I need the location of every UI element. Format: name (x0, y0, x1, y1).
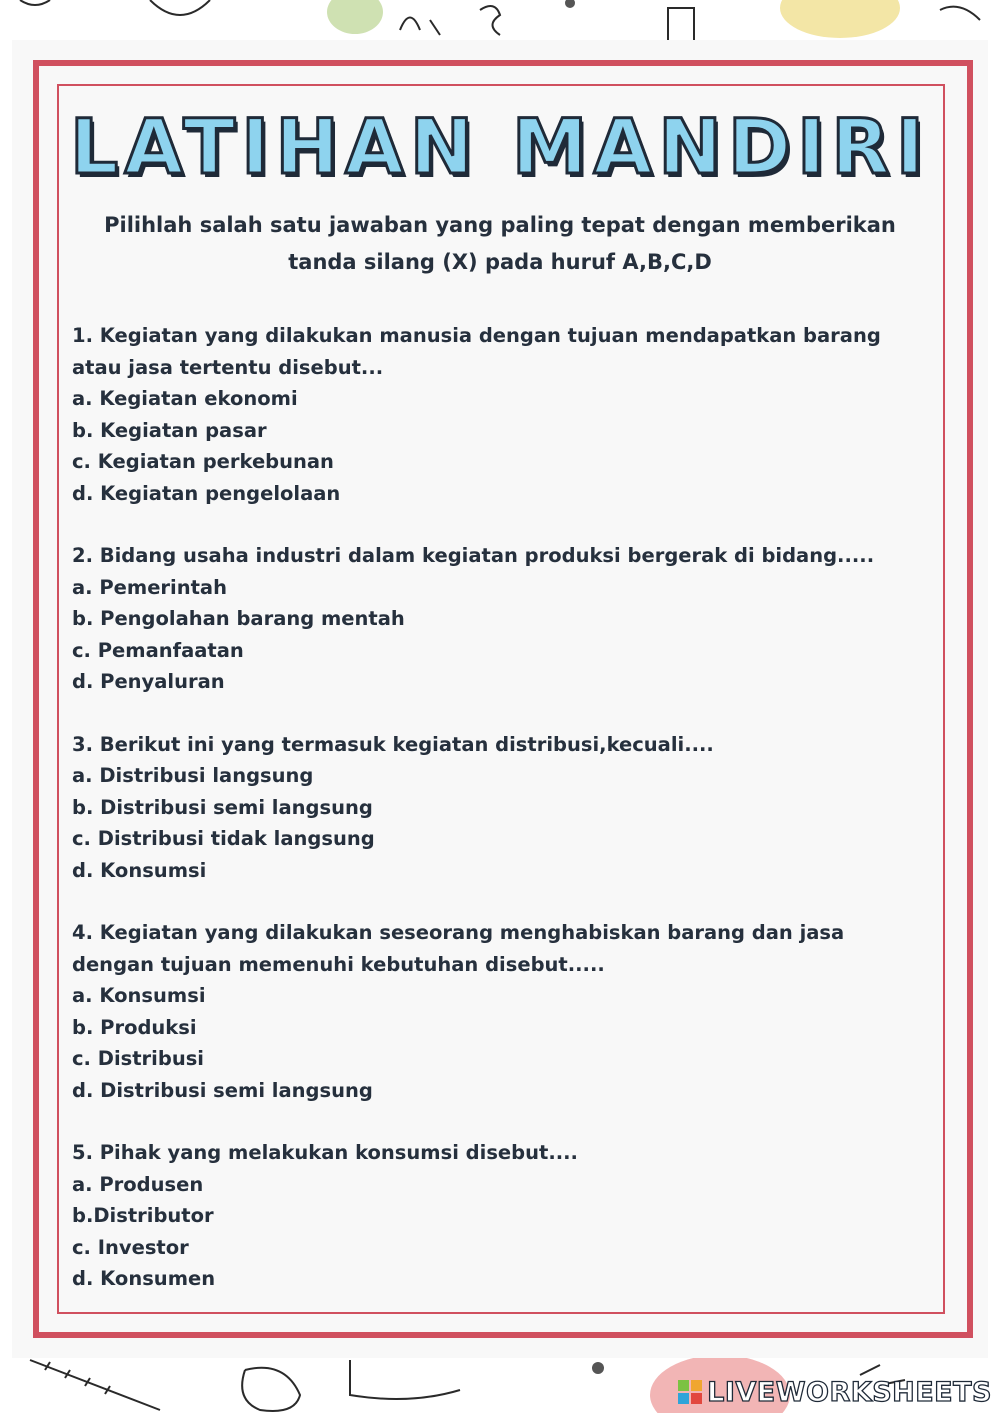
answer-option[interactable]: d. Kegiatan pengelolaan (72, 481, 341, 505)
doodle-mouth (150, 0, 210, 15)
liveworksheets-logo-icon (677, 1379, 703, 1405)
question-4 (72, 917, 892, 1106)
liveworksheets-footer[interactable] (677, 1373, 992, 1411)
question-1 (72, 320, 892, 509)
answer-option[interactable]: a. Pemerintah (72, 575, 227, 599)
answer-option[interactable]: b. Pengolahan barang mentah (72, 607, 405, 630)
answer-option[interactable]: a. Distribusi langsung (72, 764, 314, 787)
doodle-dot-top (565, 0, 575, 8)
doodle-top-left (20, 0, 50, 5)
question-text: dengan tujuan memenuhi kebutuhan disebut..... (72, 952, 605, 976)
answer-option[interactable]: b. Distribusi semi langsung (72, 795, 373, 819)
answer-option[interactable]: b. Kegiatan pasar (72, 418, 267, 442)
doodle-leaf (327, 0, 383, 34)
liveworksheets-brand: LIVEWORKSHEETS (707, 1376, 992, 1408)
answer-option[interactable]: a. Konsumsi (72, 984, 206, 1007)
doodle-ruler-top (668, 8, 694, 44)
worksheet-title: LATIHAN MANDIRI (69, 102, 931, 191)
doodle-lemon-top (780, 0, 900, 38)
answer-option[interactable]: c. Distribusi (72, 1047, 204, 1070)
instruction-text: Pilihlah salah satu jawaban yang paling tepat dengan memberikan tanda silang (X) pada huruf A,B,C,D (104, 213, 896, 274)
question-text: atau jasa tertentu disebut... (72, 355, 384, 379)
answer-option[interactable]: c. Distribusi tidak langsung (72, 827, 375, 850)
doodle-dot (592, 1362, 604, 1374)
answer-option[interactable]: d. Konsumsi (72, 858, 207, 882)
question-2 (72, 540, 892, 698)
question-text: 2. Bidang usaha industri dalam kegiatan produksi bergerak di bidang..... (72, 544, 875, 567)
answer-option[interactable]: c. Pemanfaatan (72, 638, 244, 662)
doodle-numbers (400, 6, 500, 35)
answer-option[interactable]: d. Konsumen (72, 1267, 216, 1290)
question-text: 3. Berikut ini yang termasuk kegiatan distribusi,kecuali.... (72, 732, 714, 756)
question-text: 5. Pihak yang melakukan konsumsi disebut.... (72, 1141, 578, 1164)
answer-option[interactable]: c. Investor (72, 1235, 189, 1259)
question-text: 1. Kegiatan yang dilakukan manusia dengan tujuan mendapatkan barang (72, 324, 881, 347)
answer-option[interactable]: a. Produsen (72, 1172, 204, 1196)
answer-option[interactable]: b.Distributor (72, 1204, 214, 1227)
question-3 (72, 729, 892, 887)
answer-option[interactable]: d. Distribusi semi langsung (72, 1078, 373, 1102)
doodle-arc-bottom (350, 1360, 460, 1399)
answer-option[interactable]: b. Produksi (72, 1015, 197, 1039)
question-5 (72, 1137, 892, 1295)
answer-option[interactable]: a. Kegiatan ekonomi (72, 387, 298, 410)
answer-option[interactable]: d. Penyaluran (72, 670, 225, 693)
answer-option[interactable]: c. Kegiatan perkebunan (72, 450, 334, 473)
doodle-curl-right (940, 7, 980, 20)
doodle-bottom-ruler (30, 1360, 160, 1410)
question-text: 4. Kegiatan yang dilakukan seseorang menghabiskan barang dan jasa (72, 921, 845, 944)
doodle-speech-bubble (242, 1368, 300, 1411)
question-list (72, 320, 892, 1326)
